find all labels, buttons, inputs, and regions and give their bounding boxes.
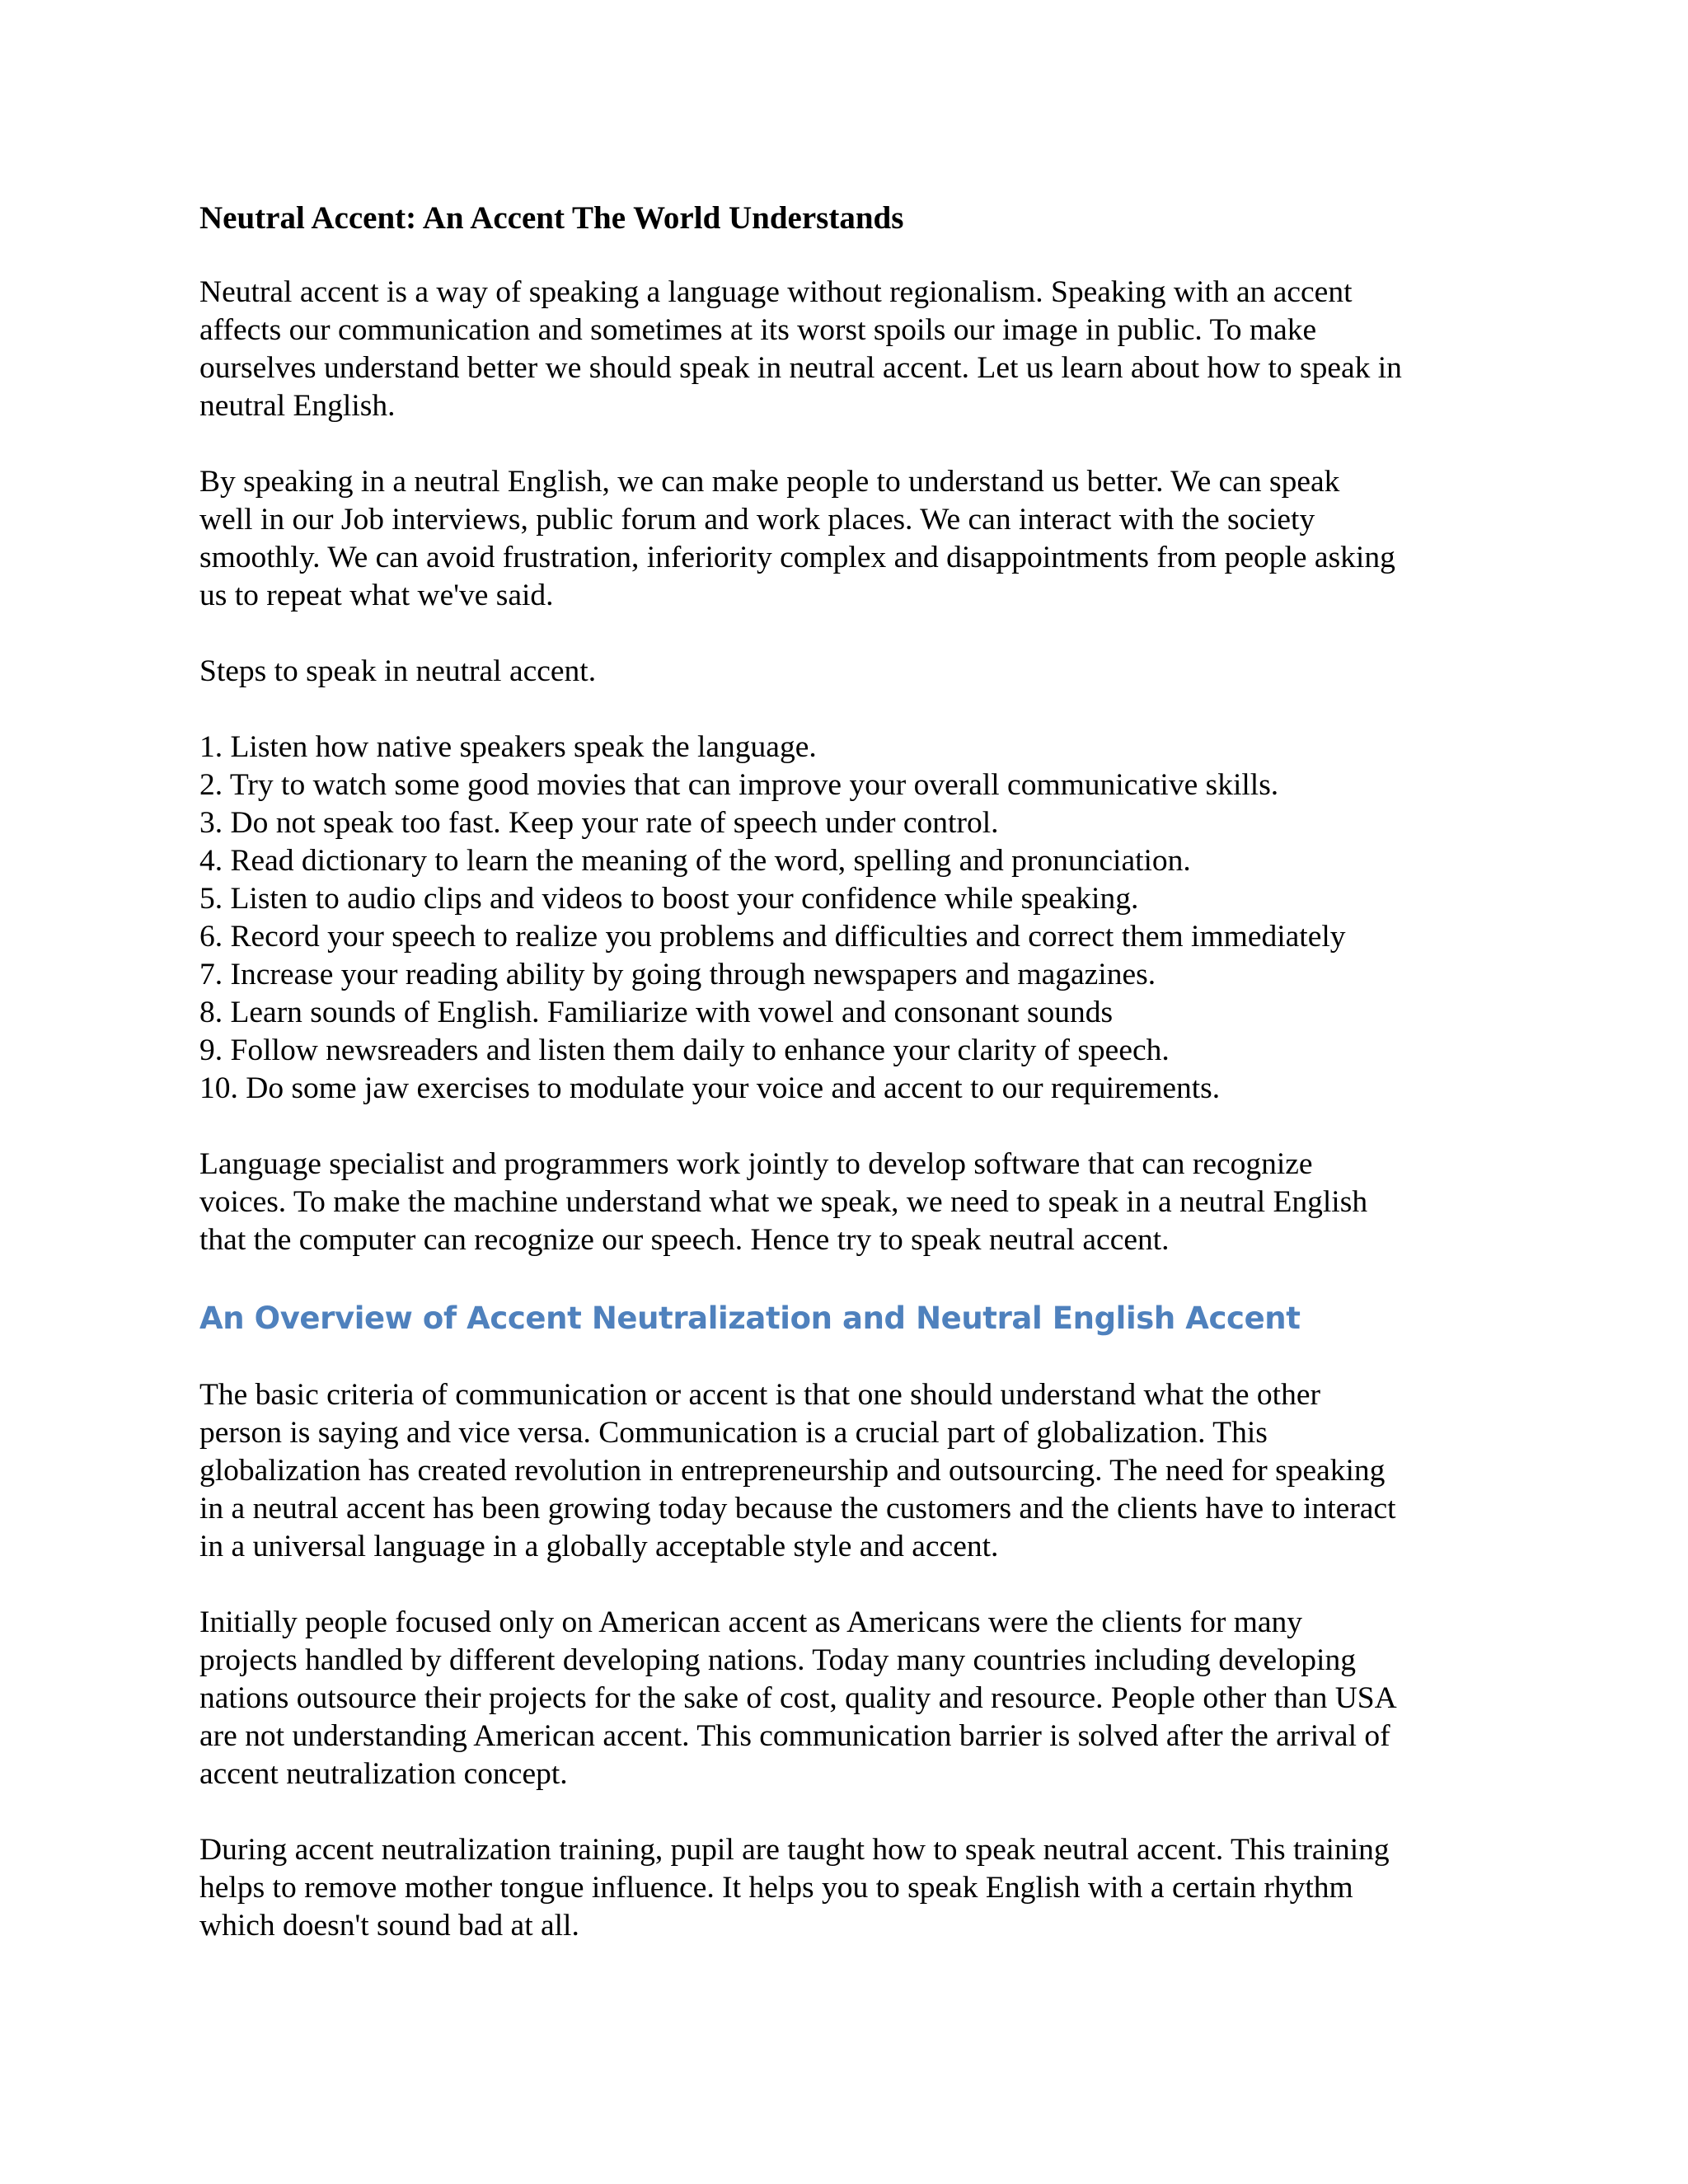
step-item: 8. Learn sounds of English. Familiarize with vowel and consonant sounds bbox=[199, 996, 1114, 1029]
intro-paragraph-1: Neutral accent is a way of speaking a language without regionalism. Speaking with an accent affects our communication and sometimes at its worst spoils our image in public. To make ourselves understand better we should speak in neutral accent. Let us learn about how to speak in neutral English. bbox=[199, 275, 1402, 423]
section-paragraph-2: Initially people focused only on American accent as Americans were the clients for many projects handled by different developing nations. Today many countries including developing nations outsource their projects for the sake of cost, quality and resource. People other than USA are not understanding American accent. This communication barrier is solved after the arrival of accent neutralization concept. bbox=[199, 1605, 1397, 1791]
step-item: 10. Do some jaw exercises to modulate your voice and accent to our requirements. bbox=[199, 1071, 1221, 1105]
step-item: 9. Follow newsreaders and listen them daily to enhance your clarity of speech. bbox=[199, 1033, 1170, 1067]
step-item: 1. Listen how native speakers speak the language. bbox=[199, 730, 817, 764]
step-item: 3. Do not speak too fast. Keep your rate of speech under control. bbox=[199, 806, 999, 840]
document-title: Neutral Accent: An Accent The World Understands bbox=[199, 200, 904, 236]
steps-list bbox=[199, 729, 1502, 1108]
steps-intro: Steps to speak in neutral accent. bbox=[199, 654, 597, 688]
step-item: 7. Increase your reading ability by going through newspapers and magazines. bbox=[199, 958, 1156, 991]
step-item: 6. Record your speech to realize you problems and difficulties and correct them immediately bbox=[199, 920, 1346, 954]
document-body bbox=[199, 198, 1502, 1945]
section-paragraph-1: The basic criteria of communication or accent is that one should understand what the other person is saying and vice versa. Communication is a crucial part of globalization. This globalization has created revolution in entrepreneurship and outsourcing. The need for speaking in a neutral accent has been growing today because the customers and the clients have to interact in a universal language in a globally acceptable style and accent. bbox=[199, 1378, 1396, 1563]
step-item: 4. Read dictionary to learn the meaning of the word, spelling and pronunciation. bbox=[199, 844, 1191, 878]
step-item: 5. Listen to audio clips and videos to boost your confidence while speaking. bbox=[199, 882, 1139, 916]
step-item: 2. Try to watch some good movies that can improve your overall communicative skills. bbox=[199, 768, 1279, 802]
section-paragraph-3: During accent neutralization training, pupil are taught how to speak neutral accent. This training helps to remove mother tongue influence. It helps you to speak English with a certain rhythm which doesn't sound bad at all. bbox=[199, 1833, 1390, 1943]
section-heading: An Overview of Accent Neutralization and Neutral English Accent bbox=[199, 1301, 1301, 1336]
intro-paragraph-2: By speaking in a neutral English, we can make people to understand us better. We can speak well in our Job interviews, public forum and work places. We can interact with the society smoothly. We can avoid frustration, inferiority complex and disappointments from people asking us to repeat what we've said. bbox=[199, 465, 1395, 612]
closing-paragraph: Language specialist and programmers work jointly to develop software that can recognize voices. To make the machine understand what we speak, we need to speak in a neutral English that the computer can recognize our speech. Hence try to speak neutral accent. bbox=[199, 1147, 1368, 1257]
